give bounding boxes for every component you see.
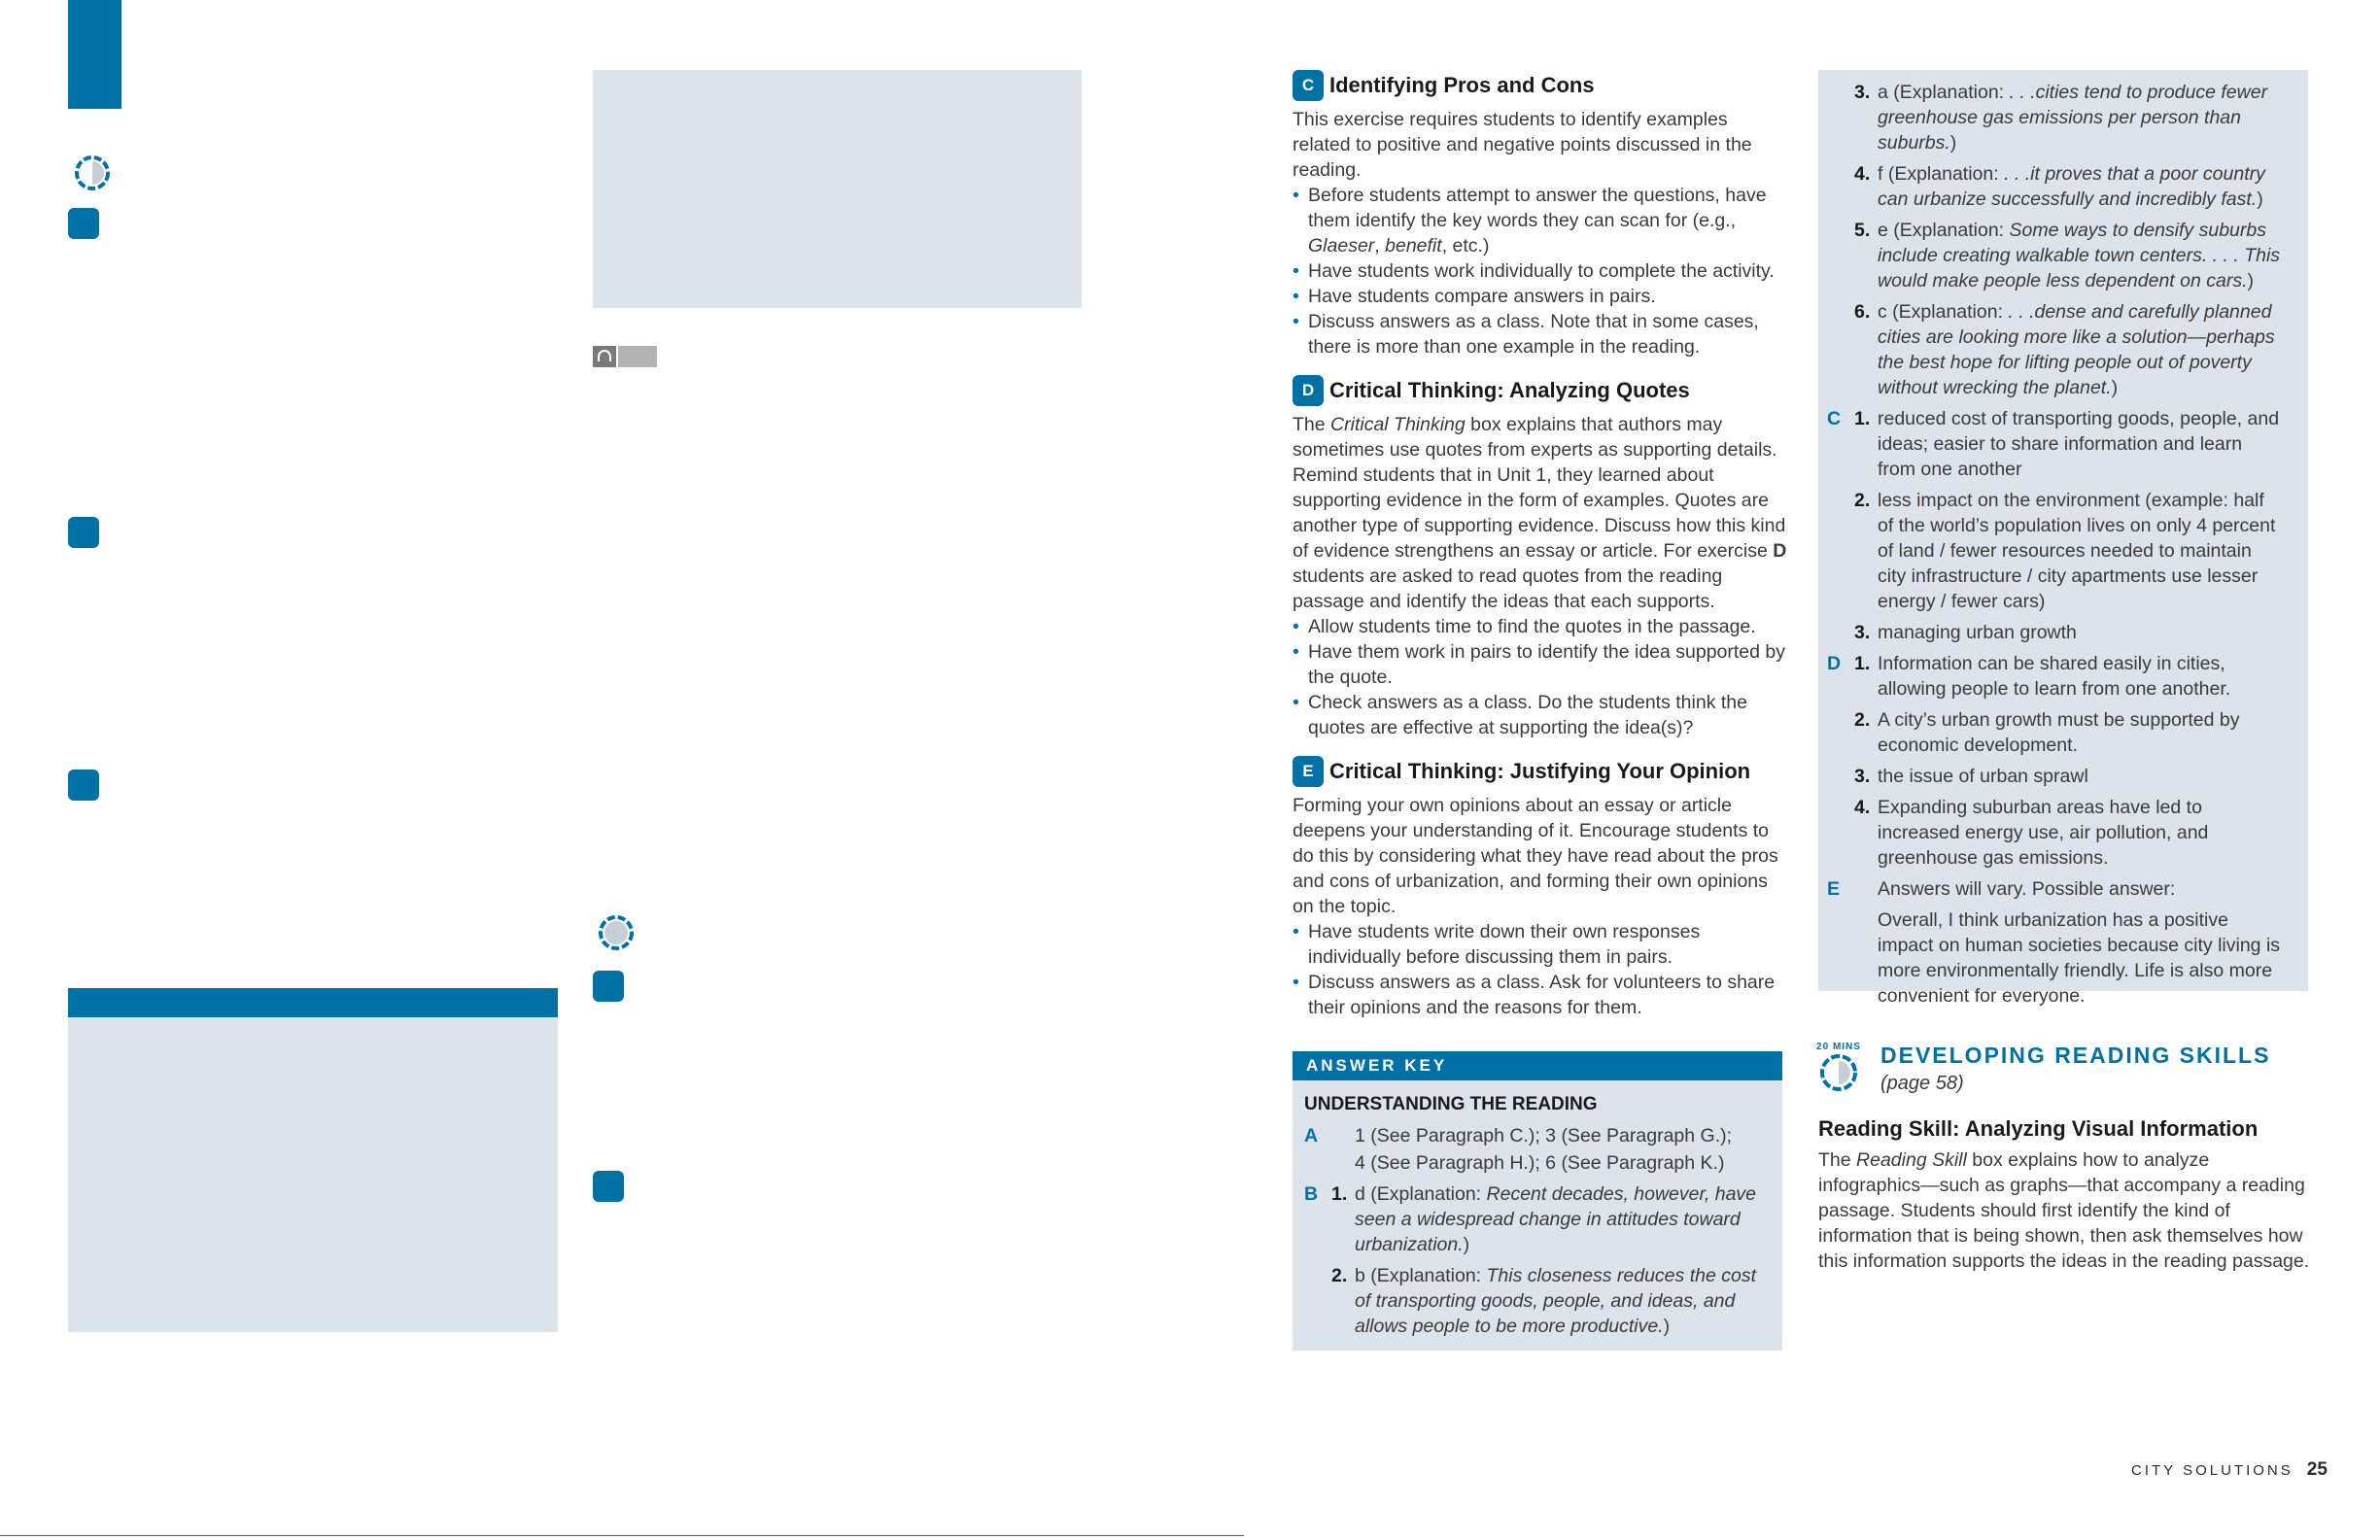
answer-c2: 2. less impact on the environment (example: half of the world’s population lives on only 4 percent of land / fewer resources needed to maintain city infrastructure / city apartments use lesser energy / fewer cars)	[1854, 490, 2276, 612]
section-d-bullet: • Have them work in pairs to identify the idea supported by the quote.	[1293, 639, 1788, 690]
section-d-bullets	[1293, 614, 1788, 740]
answer-d1: D 1. Information can be shared easily in cities, allowing people to learn from one another.	[1827, 653, 2231, 700]
left-badge-3	[68, 770, 99, 801]
answer-c3: 3. managing urban growth	[1854, 622, 2077, 643]
section-c-title: Identifying Pros and Cons	[1329, 73, 1595, 97]
left-badge-2	[68, 517, 99, 548]
section-e-bullet: • Have students write down their own responses individually before discussing them in pairs.	[1293, 919, 1788, 970]
page-number: 25	[2306, 1459, 2328, 1480]
section-c-bullet: • Have students work individually to complete the activity.	[1293, 258, 1788, 284]
section-e-bullets	[1293, 919, 1788, 1020]
section-c-intro: This exercise requires students to identify examples related to positive and negative points discussed in the reading.	[1293, 109, 1752, 181]
timer-icon	[73, 154, 112, 192]
left-image-placeholder	[593, 70, 1082, 308]
answer-b3: 3. a (Explanation: . . .cities tend to produce fewer greenhouse gas emissions per person than suburbs.)	[1854, 82, 2268, 154]
left-answer-panel	[68, 988, 558, 1332]
section-e-badge: E	[1293, 756, 1324, 787]
answer-e2: Overall, I think urbanization has a positive impact on human societies because city living is more environmentally friendly. Life is also more convenient for everyone.	[1878, 909, 2281, 1007]
section-c-badge: C	[1293, 70, 1324, 101]
timer-icon-2	[597, 913, 636, 952]
section-e-title: Critical Thinking: Justifying Your Opinion	[1329, 759, 1751, 783]
answer-key-header: ANSWER KEY	[1293, 1051, 1782, 1080]
section-d-title: Critical Thinking: Analyzing Quotes	[1329, 378, 1690, 402]
answer-b4: 4. f (Explanation: . . .it proves that a poor country can urbanize successfully and incredibly fast.)	[1854, 163, 2265, 210]
reading-skill-body: The Reading Skill box explains how to analyze infographics—such as graphs—that accompany a reading passage. Students should first identify the kind of information that is being shown, then ask themselves how this information supports the ideas in the reading passage.	[1818, 1149, 2310, 1272]
section-c-bullets	[1293, 183, 1788, 359]
answer-d3: 3. the issue of urban sprawl	[1854, 766, 2088, 787]
left-badge-1	[68, 208, 99, 239]
left-badge-4	[593, 971, 624, 1002]
left-answer-panel-header	[68, 988, 558, 1017]
left-page-tab	[68, 0, 121, 109]
timer-label: 20 MINS	[1816, 1042, 1861, 1052]
developing-page-ref: (page 58)	[1880, 1073, 1964, 1094]
page-footer	[2131, 1459, 2328, 1481]
answer-b1: B 1. d (Explanation: Recent decades, however, have seen a widespread change in attitudes toward urbanization.)	[1304, 1183, 1757, 1255]
answer-key-column-2	[1827, 80, 2284, 1014]
answer-e1: E Answers will vary. Possible answer:	[1827, 878, 2176, 900]
section-e-intro: Forming your own opinions about an essay or article deepens your understanding of it. Encourage students to do this by considering what they have read about the pros and cons of urbanization, and forming their own opinions on the topic.	[1293, 795, 1778, 917]
developing-timer	[1813, 1042, 1864, 1096]
teaching-notes-column	[1293, 70, 1788, 1020]
section-d-intro: The Critical Thinking box explains that authors may sometimes use quotes from experts as supporting details. Remind students that in Unit 1, they learned about supporting evidence in the form of examples. Quotes are another type of supporting evidence. Discuss how this kind of evidence strengthens an essay or article. For exercise D students are asked to read quotes from the reading passage and identify the ideas that each supports.	[1293, 414, 1787, 612]
developing-title: DEVELOPING READING SKILLS	[1880, 1043, 2271, 1068]
answer-a-cont: 4 (See Paragraph H.); 6 (See Paragraph K.)	[1355, 1152, 1725, 1174]
left-badge-5	[593, 1171, 624, 1202]
audio-track-icon	[593, 346, 616, 367]
section-c-bullet: • Before students attempt to answer the questions, have them identify the key words they can scan for (e.g., Glaeser, benefit, etc.)	[1293, 183, 1788, 258]
audio-track-label	[618, 346, 657, 367]
section-c-bullet: • Have students compare answers in pairs.	[1293, 284, 1788, 309]
section-c-bullet: • Discuss answers as a class. Note that in some cases, there is more than one example in the reading.	[1293, 309, 1788, 359]
section-e-header	[1293, 756, 1788, 787]
spread-bottom-line	[0, 1535, 1244, 1536]
answer-d2: 2. A city’s urban growth must be supported by economic development.	[1854, 709, 2240, 756]
footer-unit: CITY SOLUTIONS	[2131, 1462, 2294, 1479]
section-e-bullet: • Discuss answers as a class. Ask for volunteers to share their opinions and the reasons for them.	[1293, 970, 1788, 1020]
section-d-bullet: • Allow students time to find the quotes in the passage.	[1293, 614, 1788, 639]
reading-skill-title: Reading Skill: Analyzing Visual Information	[1818, 1116, 2259, 1141]
answer-key-subheader: UNDERSTANDING THE READING	[1304, 1094, 1598, 1114]
answer-c1: C 1. reduced cost of transporting goods, people, and ideas; easier to share information and learn from one another	[1827, 408, 2280, 480]
answer-key-column-1	[1304, 1092, 1775, 1345]
section-c-header	[1293, 70, 1788, 101]
section-d-header	[1293, 375, 1788, 406]
answer-b6: 6. c (Explanation: . . .dense and carefully planned cities are looking more like a solution—perhaps the best hope for lifting people out of poverty without wrecking the planet.)	[1854, 301, 2275, 398]
section-d-badge: D	[1293, 375, 1324, 406]
answer-b2: 2. b (Explanation: This closeness reduces the cost of transporting goods, people, and ideas, and allows people to be more productive.)	[1331, 1265, 1756, 1337]
answer-d4: 4. Expanding suburban areas have led to increased energy use, air pollution, and greenhouse gas emissions.	[1854, 797, 2209, 869]
answer-b5: 5. e (Explanation: Some ways to densify suburbs include creating walkable town centers. . . . This would make people less dependent on cars.)	[1854, 220, 2281, 291]
answer-a: A 1 (See Paragraph C.); 3 (See Paragraph G.);	[1304, 1125, 1733, 1146]
section-d-bullet: • Check answers as a class. Do the students think the quotes are effective at supporting the idea(s)?	[1293, 690, 1788, 740]
